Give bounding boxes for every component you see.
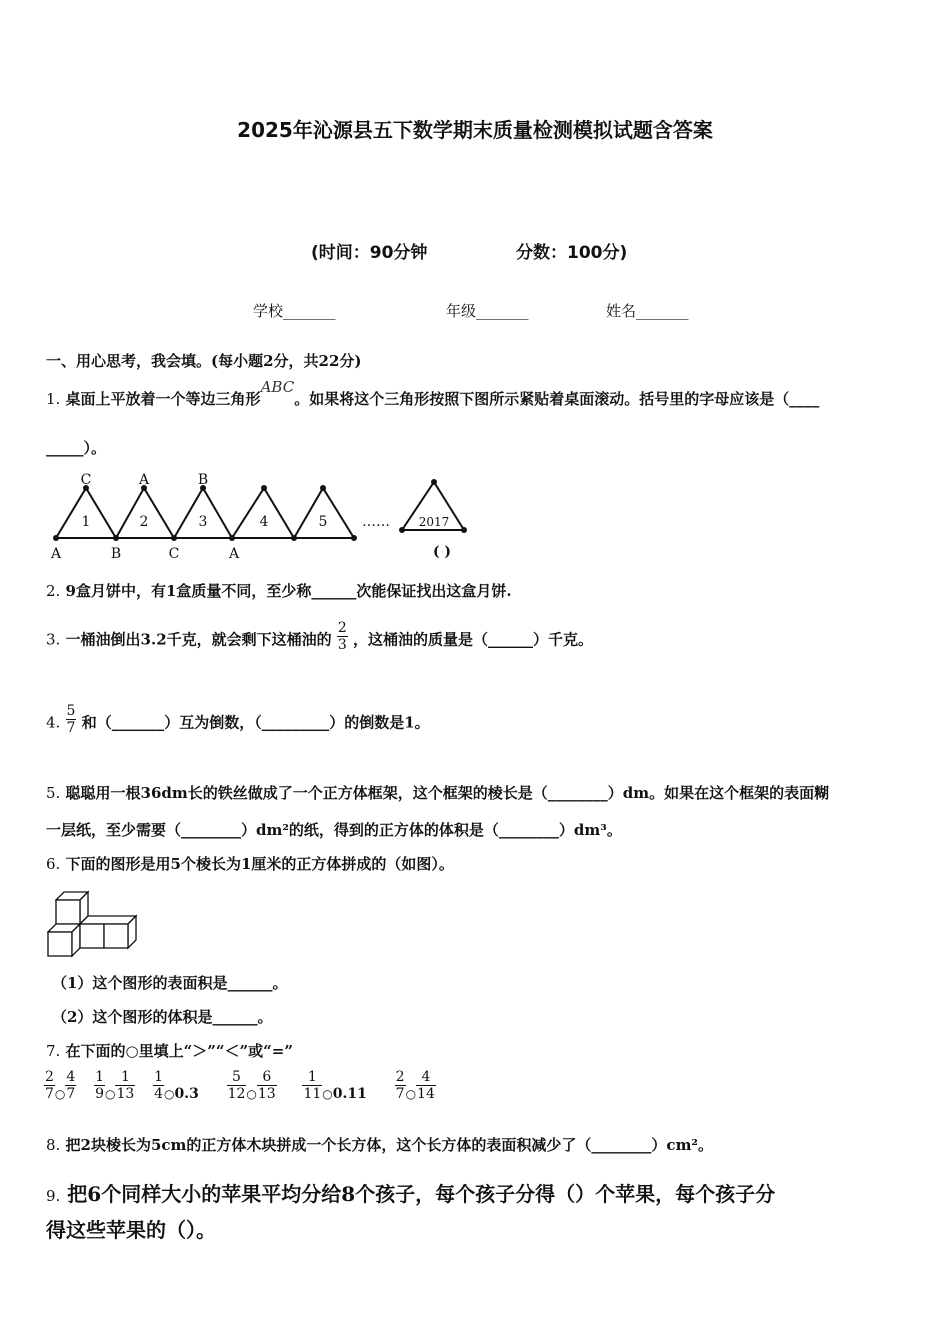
circle-blank[interactable]: ○	[405, 1086, 417, 1101]
q2-text: 9盒月饼中，有1盒质量不同，至少称______次能保证找出这盒月饼.	[65, 582, 512, 600]
question-8	[46, 1134, 713, 1156]
bottom-label-a1: A	[50, 546, 62, 562]
q6-sub2: （2）这个图形的体积是______。	[52, 1008, 273, 1026]
question-number: 4.	[46, 713, 61, 732]
fraction: $\frac{6}{13}$	[257, 1069, 276, 1102]
fraction: $\frac{4}{14}$	[417, 1069, 435, 1102]
fraction: $\frac{1}{11}$	[303, 1069, 322, 1102]
q6-text: 下面的图形是用5个棱长为1厘米的正方体拼成的（如图）。	[65, 855, 454, 873]
q5-line2: 一层纸，至少需要（________）dm²的纸，得到的正方体的体积是（________）dm³。	[46, 821, 622, 839]
circle-blank[interactable]: ○	[246, 1086, 257, 1101]
question-number: 2.	[46, 582, 61, 600]
fraction: $\frac{2}{7}$	[45, 1069, 54, 1102]
answer-paren: ( )	[432, 544, 452, 560]
q3-text-b: ，这桶油的质量是（______）千克。	[353, 630, 594, 649]
question-9	[46, 1178, 775, 1207]
comparison-5	[302, 1069, 371, 1102]
top-label-c: C	[80, 472, 92, 488]
q9-line1: 把6个同样大小的苹果平均分给8个孩子，每个孩子分得（）个苹果，每个孩子分	[67, 1182, 776, 1206]
question-number: 1.	[46, 390, 61, 408]
q7-text: 在下面的○里填上“＞”“＜”或“=”	[65, 1042, 293, 1060]
school-field: 学校_______	[253, 302, 336, 320]
circle-blank[interactable]: ○	[322, 1086, 333, 1101]
q5-line1: 聪聪用一根36dm长的铁丝做成了一个正方体框架，这个框架的棱长是（________）dm。如果在这个框架的表面糊	[65, 784, 830, 802]
name-field: 姓名_______	[606, 302, 689, 320]
comparison-3	[153, 1069, 204, 1102]
comparison-6	[395, 1069, 436, 1102]
question-number: 6.	[46, 855, 61, 873]
ellipsis: ……	[362, 514, 390, 530]
question-2	[46, 580, 512, 602]
fraction: $\frac{1}{9}$	[95, 1069, 104, 1102]
triangle-number-4: 4	[259, 514, 269, 530]
q4-text: 和（_______）互为倒数，（_________）的倒数是1。	[81, 713, 430, 732]
top-label-b: B	[197, 472, 209, 488]
fraction: $\frac{5}{7}$	[66, 703, 76, 736]
exam-score: 分数：100分)	[516, 243, 628, 263]
q7-comparisons	[44, 1069, 436, 1102]
question-6	[46, 853, 454, 875]
q1-text-b: 。如果将这个三角形按照下图所示紧贴着桌面滚动。括号里的字母应该是（____	[294, 390, 820, 408]
q1-abc: ABC	[260, 378, 295, 396]
bottom-label-b: B	[110, 546, 122, 562]
exam-time: (时间：90分钟	[311, 243, 428, 263]
question-number: 5.	[46, 784, 61, 802]
comparison-4	[227, 1069, 282, 1102]
grade-field: 年级_______	[446, 302, 529, 320]
q6-sub1: （1）这个图形的表面积是______。	[52, 974, 288, 992]
question-number: 9.	[46, 1187, 61, 1205]
cube-figure	[46, 886, 140, 958]
bottom-label-a2: A	[228, 546, 240, 562]
triangle-number-3: 3	[198, 514, 208, 530]
triangle-number-1: 1	[81, 514, 91, 530]
triangle-rolling-figure	[44, 470, 484, 562]
question-5	[46, 782, 829, 804]
q1-text-c: _____）。	[46, 439, 107, 457]
triangle-number-5: 5	[318, 514, 328, 530]
top-label-a: A	[138, 472, 150, 488]
section-heading: 一、用心思考，我会填。(每小题2分，共22分)	[46, 352, 362, 370]
decimal-value: 0.3	[174, 1085, 199, 1102]
fraction: $\frac{2}{3}$	[337, 620, 347, 653]
comparison-2	[94, 1069, 140, 1102]
fraction: $\frac{5}{12}$	[227, 1069, 246, 1102]
question-1	[46, 378, 820, 410]
circle-blank[interactable]: ○	[105, 1086, 116, 1101]
decimal-value: 0.11	[332, 1085, 367, 1102]
q8-text: 把2块棱长为5cm的正方体木块拼成一个长方体，这个长方体的表面积减少了（________）cm²。	[65, 1136, 714, 1154]
fraction: $\frac{1}{4}$	[154, 1069, 163, 1102]
circle-blank[interactable]: ○	[163, 1086, 175, 1101]
question-3	[46, 620, 594, 657]
page-title: 2025年沁源县五下数学期末质量检测模拟试题含答案	[237, 118, 713, 142]
comparison-1	[44, 1069, 81, 1102]
q9-line2: 得这些苹果的（）。	[46, 1218, 216, 1242]
circle-blank[interactable]: ○	[54, 1086, 66, 1101]
question-4	[46, 703, 430, 740]
q1-text-a: 桌面上平放着一个等边三角形	[65, 390, 261, 408]
fraction: $\frac{4}{7}$	[66, 1069, 76, 1102]
triangle-2017: 2017	[418, 515, 450, 529]
question-number: 8.	[46, 1136, 61, 1154]
question-7	[46, 1040, 293, 1062]
q3-text-a: 一桶油倒出3.2千克，就会剩下这桶油的	[65, 630, 332, 649]
fraction: $\frac{1}{13}$	[116, 1069, 135, 1102]
bottom-label-c: C	[168, 546, 180, 562]
fraction: $\frac{2}{7}$	[395, 1069, 405, 1102]
question-number: 3.	[46, 630, 61, 649]
triangle-number-2: 2	[139, 514, 149, 530]
question-number: 7.	[46, 1042, 61, 1060]
